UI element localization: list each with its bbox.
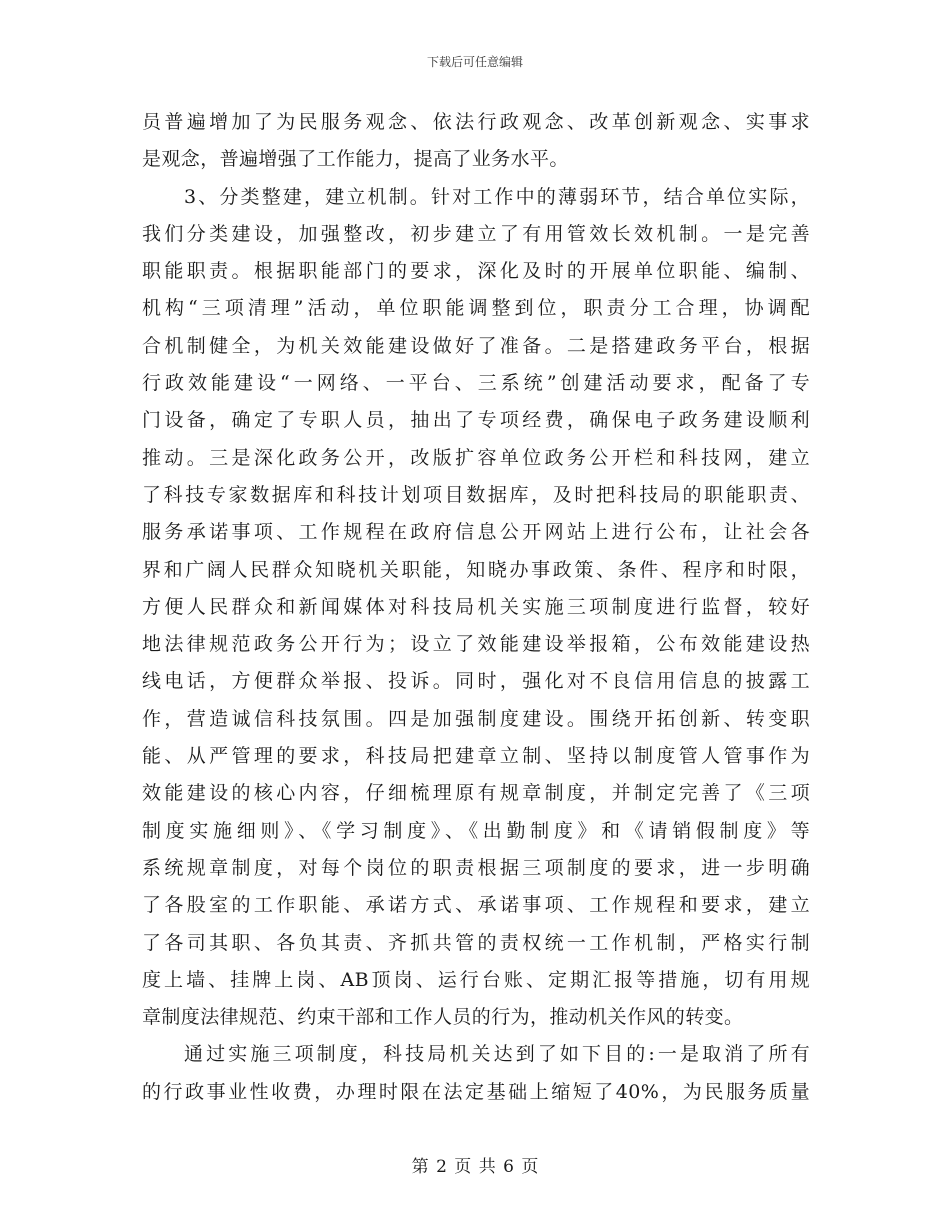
text-line: 了各股室的工作职能、承诺方式、承诺事项、工作规程和要求，建立: [142, 894, 810, 917]
text-line: 系统规章制度，对每个岗位的职责根据三项制度的要求，进一步明确: [142, 856, 810, 879]
text-line: 度上墙、挂牌上岗、AB顶岗、运行台账、定期汇报等措施，切有用规: [142, 968, 810, 991]
paragraph-first-line: 通过实施三项制度，科技局机关达到了如下目的:一是取消了所有: [184, 1043, 810, 1066]
text-line: 合机制健全，为机关效能建设做好了准备。二是搭建政务平台，根据: [142, 334, 810, 357]
text-line: 是观念，普遍增强了工作能力，提高了业务水平。: [142, 148, 569, 171]
text-line: 职能职责。根据职能部门的要求，深化及时的开展单位职能、编制、: [142, 260, 810, 283]
text-line: 能、从严管理的要求，科技局把建章立制、坚持以制度管人管事作为: [142, 745, 810, 768]
text-line: 机构“三项清理”活动，单位职能调整到位，职责分工合理，协调配: [142, 297, 810, 320]
text-line: 员普遍增加了为民服务观念、依法行政观念、改革创新观念、实事求: [142, 111, 810, 133]
text-line: 服务承诺事项、工作规程在政府信息公开网站上进行公布，让社会各: [142, 521, 810, 544]
text-line: 了科技专家数据库和科技计划项目数据库，及时把科技局的职能职责、: [142, 483, 810, 506]
text-line: 行政效能建设“一网络、一平台、三系统”创建活动要求，配备了专: [142, 372, 810, 395]
text-line: 章制度法律规范、约束干部和工作人员的行为，推动机关作风的转变。: [142, 1006, 744, 1029]
text-line: 我们分类建设，加强整改，初步建立了有用管效长效机制。一是完善: [142, 222, 810, 245]
text-line: 地法律规范政务公开行为；设立了效能建设举报箱，公布效能建设热: [142, 633, 810, 656]
page-header: 下载后可任意编辑: [426, 55, 523, 69]
text-line: 制度实施细则》、《学习制度》、《出勤制度》和《请销假制度》等: [142, 819, 810, 842]
document-body: [142, 104, 810, 1111]
text-line: 线电话，方便群众举报、投诉。同时，强化对不良信用信息的披露工: [142, 670, 810, 693]
text-line: 门设备，确定了专职人员，抽出了专项经费，确保电子政务建设顺利: [142, 409, 810, 432]
text-line: 方便人民群众和新闻媒体对科技局机关实施三项制度进行监督，较好: [142, 595, 810, 618]
page-number-footer: 第 2 页 共 6 页: [411, 1157, 539, 1177]
text-line: 效能建设的核心内容，仔细梳理原有规章制度，并制定完善了《三项: [142, 782, 810, 805]
text-line: 了各司其职、各负其责、齐抓共管的责权统一工作机制，严格实行制: [142, 931, 810, 954]
text-line: 界和广阔人民群众知晓机关职能，知晓办事政策、条件、程序和时限，: [142, 558, 810, 581]
text-line: 作，营造诚信科技氛围。四是加强制度建设。围绕开拓创新、转变职: [142, 707, 810, 730]
text-line: 的行政事业性收费，办理时限在法定基础上缩短了40%，为民服务质量: [142, 1080, 810, 1103]
text-line: 推动。三是深化政务公开，改版扩容单位政务公开栏和科技网，建立: [142, 446, 810, 469]
paragraph-first-line: 3、分类整建，建立机制。针对工作中的薄弱环节，结合单位实际，: [184, 185, 810, 208]
